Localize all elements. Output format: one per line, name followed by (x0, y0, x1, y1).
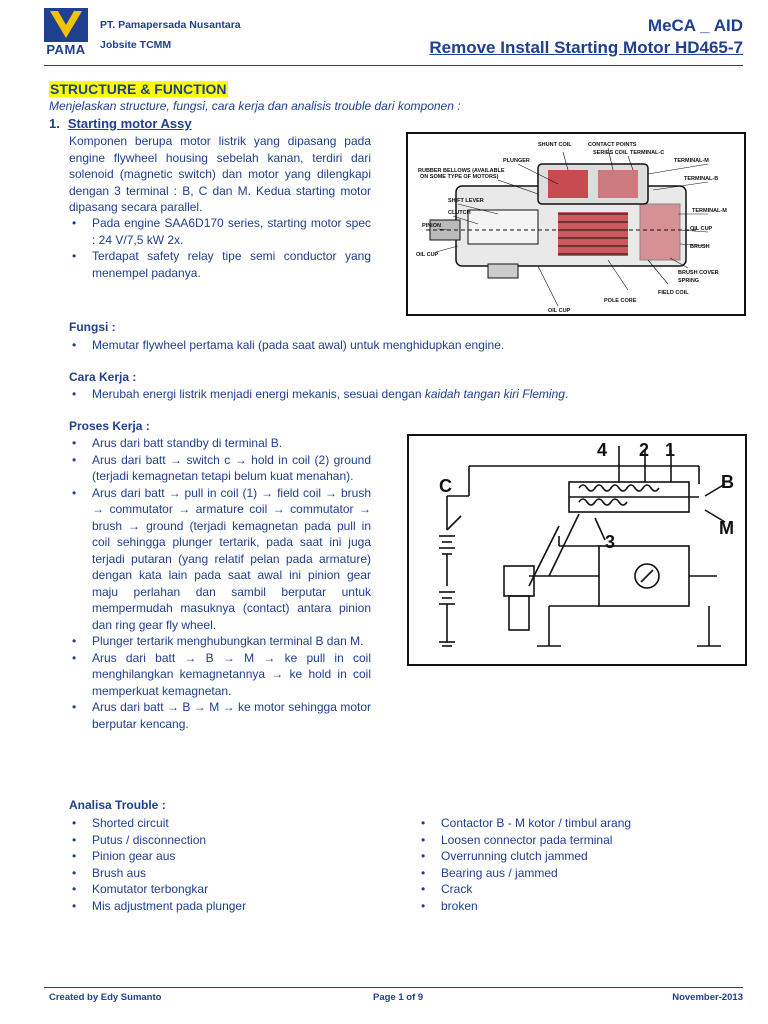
list-item: • Contactor B - M kotor / timbul arang (418, 815, 738, 832)
label-part-2: 2 (639, 440, 650, 460)
proses-kerja-label: Proses Kerja : (69, 419, 150, 433)
list-item: • Overrunning clutch jammed (418, 848, 738, 865)
label-terminal-b: B (721, 472, 734, 492)
list-item: • Crack (418, 881, 738, 898)
list-item: • Mis adjustment pada plunger (69, 898, 369, 915)
list-item: • Bearing aus / jammed (418, 865, 738, 882)
label-terminal-m-top: TERMINAL-M (674, 158, 709, 164)
list-item: • Terdapat safety relay tipe semi conductor yang menempel padanya. (69, 248, 371, 281)
list-item: • Shorted circuit (69, 815, 369, 832)
label-pinion: PINION (422, 223, 441, 229)
label-series-coil: SERIES COIL (593, 150, 628, 156)
list-item: • Arus dari batt → switch c → hold in coil (2) ground (terjadi kemagnetan tetapi belum kuat menahan). (69, 452, 371, 485)
cutaway-drawing (408, 134, 744, 314)
list-item: • Plunger tertarik menghubungkan terminal B dan M. (69, 633, 371, 650)
label-spring: SPRING (678, 278, 700, 284)
analisa-trouble-label: Analisa Trouble : (69, 798, 166, 812)
fungsi-list (69, 337, 749, 354)
label-terminal-m: M (719, 518, 734, 538)
pama-logo-mark (44, 8, 88, 42)
label-brush-cover: BRUSH COVER (678, 270, 719, 276)
trouble-list-left (69, 815, 369, 914)
label-oil-cup-left: OIL CUP (416, 252, 439, 258)
label-rubber-bellows: RUBBER BELLOWS (AVAILABLE (418, 168, 505, 174)
label-oil-cup-bottom: OIL CUP (548, 308, 571, 314)
starting-circuit-figure (407, 434, 747, 666)
label-oil-cup-right: OIL CUP (690, 226, 713, 232)
list-item: • Memutar flywheel pertama kali (pada saat awal) untuk menghidupkan engine. (69, 337, 749, 354)
item-heading (49, 116, 192, 131)
cara-kerja-label: Cara Kerja : (69, 370, 137, 384)
label-terminal-m: TERMINAL-M (692, 208, 727, 214)
jobsite-name: Jobsite TCMM (100, 39, 172, 51)
document-code: MeCA _ AID (647, 16, 743, 35)
list-item: • Pinion gear aus (69, 848, 369, 865)
list-item: • Arus dari batt → B → M → ke motor sehingga motor berputar kencang. (69, 699, 371, 732)
spec-list (69, 215, 371, 281)
list-item: • broken (418, 898, 738, 915)
starting-motor-cutaway-figure (406, 132, 746, 316)
label-contact-points: CONTACT POINTS (588, 142, 637, 148)
list-item: • Komutator terbongkar (69, 881, 369, 898)
pama-logo (44, 8, 88, 57)
label-part-4: 4 (597, 440, 608, 460)
footer-author: Created by Edy Sumanto (49, 992, 162, 1003)
label-terminal-c: C (439, 476, 452, 496)
item-number: 1. (49, 116, 60, 131)
circuit-drawing (409, 436, 745, 664)
pama-logo-shape (44, 8, 88, 42)
list-item: • Arus dari batt → B → M → ke pull in coil menghilangkan kemagnetannya → ke hold in coil memperkuat kemagnetan. (69, 650, 371, 700)
item-description: Komponen berupa motor listrik yang dipasang pada engine flywheel housing sebelah kanan, terdiri dari solenoid (magnetic switch) dan motor yang dilengkapi dengan 3 terminal : B, C dan M. Kedua starting motor dipasang secara parallel. (69, 134, 371, 214)
label-shift-lever: SHIFT LEVER (448, 198, 484, 204)
list-item (69, 386, 749, 403)
list-item: • Pada engine SAA6D170 series, starting motor spec : 24 V/7,5 kW 2x. (69, 215, 371, 248)
pama-logo-text: PAMA (46, 42, 86, 57)
footer-date: November-2013 (672, 992, 743, 1003)
label-rubber-bellows-2: ON SOME TYPE OF MOTORS) (420, 174, 499, 180)
list-item: • Loosen connector pada terminal (418, 832, 738, 849)
label-pole-core: POLE CORE (604, 298, 637, 304)
document-title: Remove Install Starting Motor HD465-7 (429, 38, 743, 57)
list-item: • Arus dari batt standby di terminal B. (69, 435, 371, 452)
label-clutch: CLUTCH (448, 210, 471, 216)
trouble-list-right (418, 815, 738, 914)
section-heading: STRUCTURE & FUNCTION (50, 81, 227, 97)
label-part-3: 3 (605, 532, 616, 552)
label-field-coil: FIELD COIL (658, 290, 689, 296)
list-item: • Putus / disconnection (69, 832, 369, 849)
footer-rule (44, 987, 743, 988)
cara-kerja-text: Merubah energi listrik menjadi energi mekanis, sesuai dengan (92, 387, 425, 401)
header-rule (44, 65, 743, 66)
fungsi-label: Fungsi : (69, 320, 116, 334)
label-shunt-coil: SHUNT COIL (538, 142, 572, 148)
list-item: • Brush aus (69, 865, 369, 882)
footer-page-number: Page 1 of 9 (373, 992, 424, 1003)
cara-kerja-list (69, 386, 749, 403)
cara-kerja-end: . (564, 387, 569, 401)
fleming-rule: kaidah tangan kiri Fleming (424, 387, 565, 401)
section-intro: Menjelaskan structure, fungsi, cara kerja dan analisis trouble dari komponen : (49, 99, 461, 113)
label-terminal-b: TERMINAL-B (684, 176, 719, 182)
label-terminal-c: TERMINAL-C (630, 150, 665, 156)
company-name: PT. Pamapersada Nusantara (100, 19, 241, 31)
list-item: • Arus dari batt → pull in coil (1) → field coil → brush → commutator → armature coil → commutator → brush → ground (terjadi kemagnetan pada pull in coil sehingga plunger tertarik, pada saat ini juga terjadi putaran (yang relatif pelan pada armature) dengan kata lain pada saat awal ini pinion gear maju perlahan dan sambil berputar untuk mempermudah masuknya (contact) antara pinion dan ring gear fly wheel. (69, 485, 371, 634)
item-title: Starting motor Assy (67, 116, 192, 131)
label-brush: BRUSH (690, 244, 710, 250)
label-plunger: PLUNGER (503, 158, 530, 164)
label-part-1: 1 (665, 440, 676, 460)
proses-kerja-list (69, 435, 371, 732)
